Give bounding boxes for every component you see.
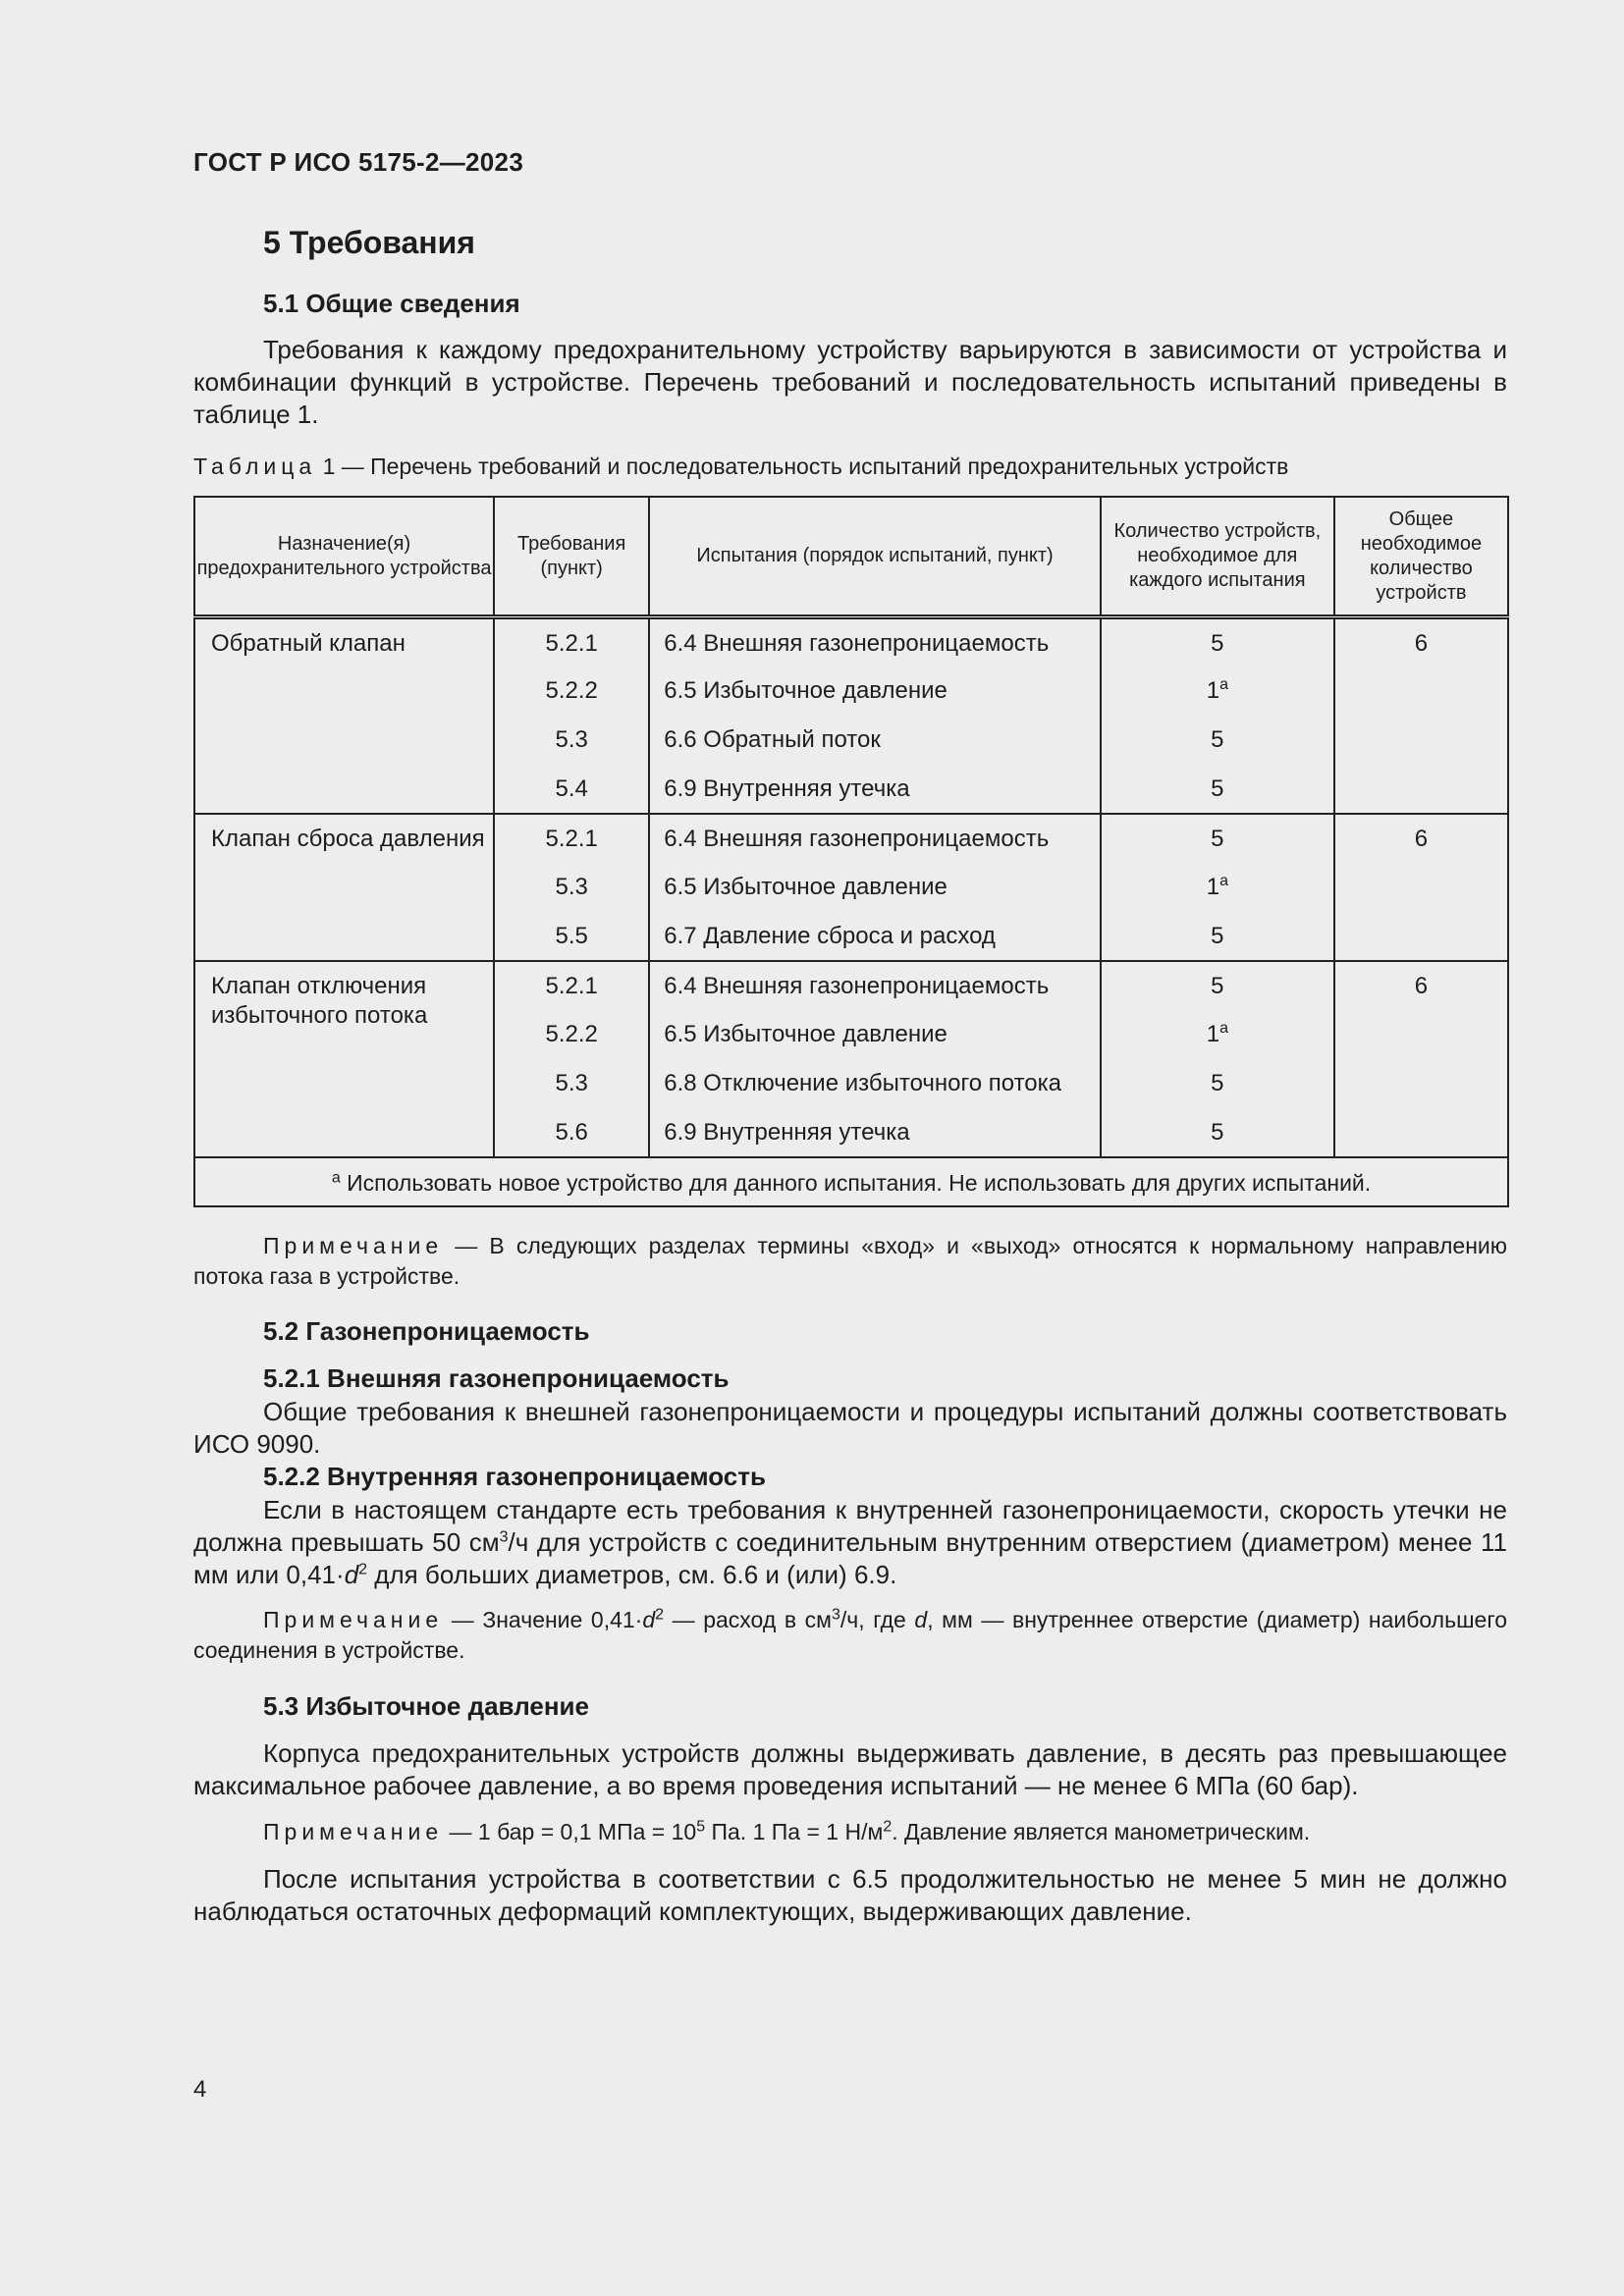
section-5-1-text: Требования к каждому предохранительному устройству варьируются в зависимости от устройства и комбинации функций в устройстве. Перечень требований и последовательность испытаний приведены в таблице 1. (193, 335, 1507, 429)
table-header-row (194, 497, 1508, 617)
count-cell: 1$^a$ (1101, 1010, 1334, 1059)
req-cell: 5.6 (494, 1108, 649, 1157)
section-5-2-2-title: 5.2.2 Внутренняя газонепроницаемость (263, 1462, 766, 1491)
standard-code-header: ГОСТ Р ИСО 5175-2—2023 (193, 147, 524, 177)
req-cell: 5.2.1 (494, 814, 649, 863)
section-5-2-1-text: Общие требования к внешней газонепроницаемости и процедуры испытаний должны соответствовать ИСО 9090. (193, 1397, 1507, 1459)
note-directions (193, 1231, 1507, 1292)
req-cell: 5.2.2 (494, 1010, 649, 1059)
table-1-caption (193, 454, 1288, 480)
req-cell: 5.5 (494, 912, 649, 961)
count-cell: 5 (1101, 716, 1334, 765)
count-cell: 5 (1101, 961, 1334, 1010)
req-cell: 5.2.1 (494, 617, 649, 667)
page-number: 4 (193, 2076, 207, 2103)
header-count: Количество устройств, необходимое для каждого испытания (1101, 497, 1334, 617)
req-cell: 5.3 (494, 863, 649, 912)
test-cell: 6.7 Давление сброса и расход (649, 912, 1101, 961)
header-requirements: Требования (пункт) (494, 497, 649, 617)
test-cell: 6.5 Избыточное давление (649, 1010, 1101, 1059)
header-purpose: Назначение(я) предохранительного устройства (194, 497, 494, 617)
count-cell: 5 (1101, 617, 1334, 667)
count-cell: 5 (1101, 1108, 1334, 1157)
device-name: Клапан отключения избыточного потока (194, 961, 494, 1157)
header-tests: Испытания (порядок испытаний, пункт) (649, 497, 1101, 617)
footnote-text: Использовать новое устройство для данного испытания. Не использовать для других испытаний. (347, 1169, 1372, 1196)
total-cell: 6 (1334, 814, 1508, 961)
note-label: Примечание (263, 1607, 444, 1632)
test-cell: 6.4 Внешняя газонепроницаемость (649, 617, 1101, 667)
section-5-1-title: 5.1 Общие сведения (263, 289, 520, 318)
section-5-3-text: Корпуса предохранительных устройств должны выдерживать давление, в десять раз превышающее максимальное рабочее давление, а во время проведения испытаний — не менее 6 МПа (60 бар). (193, 1738, 1507, 1800)
table-row (194, 961, 1508, 1010)
header-total: Общее необходимое количество устройств (1334, 497, 1508, 617)
count-cell: 5 (1101, 765, 1334, 814)
table-caption-text: 1 — Перечень требований и последовательность испытаний предохранительных устройств (322, 454, 1289, 479)
note-label: Примечание (263, 1819, 444, 1844)
table-row (194, 814, 1508, 863)
req-cell: 5.3 (494, 1059, 649, 1108)
req-cell: 5.2.2 (494, 667, 649, 716)
req-cell: 5.2.1 (494, 961, 649, 1010)
table-row (194, 617, 1508, 667)
req-cell: 5.4 (494, 765, 649, 814)
test-cell: 6.5 Избыточное давление (649, 667, 1101, 716)
section-5-title: 5 Требования (263, 225, 475, 260)
table-footnote (194, 1157, 1508, 1206)
footnote-mark: a (331, 1168, 341, 1186)
note-flow-value: Примечание — Значение $0,41\cdot d^2$ — расход в $см^3/ч$, где d, мм — внутреннее отверстие (диаметр) наибольшего соединения в устройстве. (193, 1606, 1507, 1663)
section-5-2-2-text: Если в настоящем стандарте есть требования к внутренней газонепроницаемости, скорость утечки не должна превышать 50 $см^3/ч$ для устройств с соединительным внутренним отверстием (диаметром) менее 11 мм или $0,41\cdot d^2$ для больших диаметров, см. 6.6 и (или) 6.9. (193, 1495, 1507, 1589)
test-cell: 6.4 Внешняя газонепроницаемость (649, 961, 1101, 1010)
device-name: Обратный клапан (194, 617, 494, 814)
note-text: — В следующих разделах термины «вход» и «выход» относятся к нормальному направлению потока газа в устройстве. (193, 1233, 1508, 1289)
section-5-2-1-title: 5.2.1 Внешняя газонепроницаемость (263, 1363, 730, 1393)
section-5-3-title: 5.3 Избыточное давление (263, 1691, 589, 1721)
test-cell: 6.9 Внутренняя утечка (649, 765, 1101, 814)
section-5-2-title: 5.2 Газонепроницаемость (263, 1316, 590, 1346)
total-cell: 6 (1334, 961, 1508, 1157)
device-name: Клапан сброса давления (194, 814, 494, 961)
test-cell: 6.6 Обратный поток (649, 716, 1101, 765)
req-cell: 5.3 (494, 716, 649, 765)
section-5-3-text-2: После испытания устройства в соответствии с 6.5 продолжительностью не менее 5 мин не должно наблюдаться остаточных деформаций комплектующих, выдерживающих давление. (193, 1864, 1507, 1926)
test-cell: 6.4 Внешняя газонепроницаемость (649, 814, 1101, 863)
note-label: Примечание (263, 1233, 444, 1258)
table-caption-label: Таблица (193, 454, 317, 479)
test-cell: 6.9 Внутренняя утечка (649, 1108, 1101, 1157)
test-cell: 6.5 Избыточное давление (649, 863, 1101, 912)
test-cell: 6.8 Отключение избыточного потока (649, 1059, 1101, 1108)
note-units: Примечание — 1 бар = 0,1 МПа = $10^5$ Па. 1 Па = 1 $Н/м^2$. Давление является манометрическим. (263, 1818, 1311, 1844)
count-cell: 1$^a$ (1101, 667, 1334, 716)
total-cell: 6 (1334, 617, 1508, 814)
count-cell: 5 (1101, 912, 1334, 961)
count-cell: 5 (1101, 1059, 1334, 1108)
count-cell: 1$^a$ (1101, 863, 1334, 912)
table-footnote-row (194, 1157, 1508, 1206)
count-cell: 5 (1101, 814, 1334, 863)
requirements-table (193, 496, 1509, 1207)
